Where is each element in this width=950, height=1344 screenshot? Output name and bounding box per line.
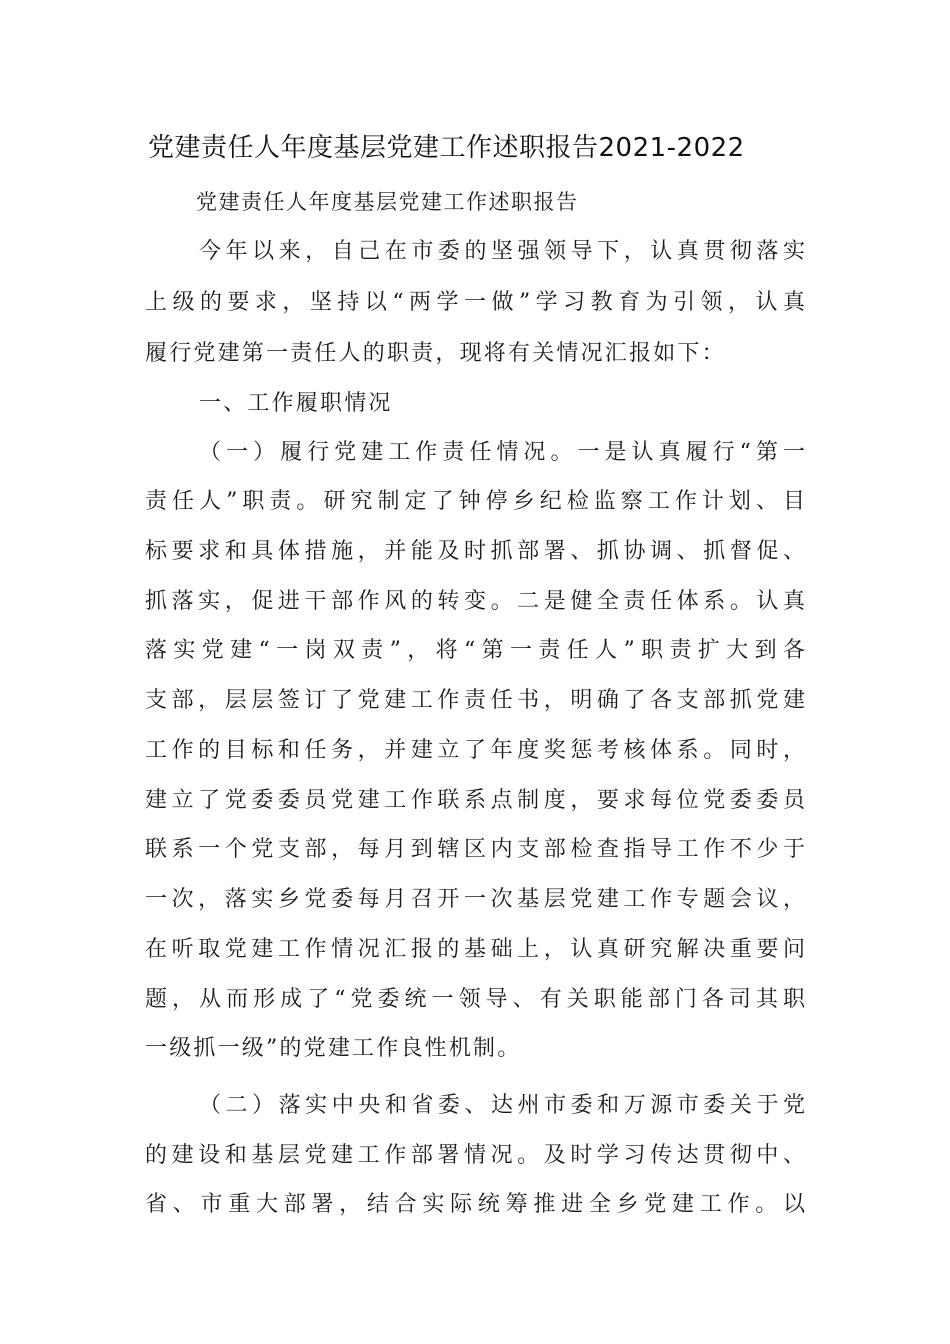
paragraph-line: 责任人”职责。研究制定了钟停乡纪检监察工作计划、目 bbox=[145, 489, 805, 514]
paragraph-line: 标要求和具体措施，并能及时抓部署、抓协调、抓督促、 bbox=[145, 539, 805, 564]
paragraph-line: 支部，层层签订了党建工作责任书，明确了各支部抓党建 bbox=[145, 688, 805, 713]
paragraph-line: 一次，落实乡党委每月召开一次基层党建工作专题会议， bbox=[145, 887, 805, 912]
paragraph-line: 上级的要求，坚持以“两学一做”学习教育为引领，认真 bbox=[145, 290, 805, 315]
paragraph-line: 抓落实，促进干部作风的转变。二是健全责任体系。认真 bbox=[145, 589, 805, 614]
paragraph-line: 在听取党建工作情况汇报的基础上，认真研究解决重要问 bbox=[145, 937, 805, 962]
paragraph-line: 今年以来，自己在市委的坚强领导下，认真贯彻落实 bbox=[199, 239, 805, 264]
paragraph-line: 履行党建第一责任人的职责，现将有关情况汇报如下： bbox=[145, 341, 726, 366]
paragraph-line: 建立了党委委员党建工作联系点制度，要求每位党委委员 bbox=[145, 788, 805, 813]
paragraph-line: 一级抓一级”的党建工作良性机制。 bbox=[145, 1036, 522, 1061]
paragraph-line: 工作的目标和任务，并建立了年度奖惩考核体系。同时， bbox=[145, 738, 805, 763]
paragraph-line: 一、工作履职情况 bbox=[199, 391, 393, 416]
paragraph-line: 落实党建“一岗双责”，将“第一责任人”职责扩大到各 bbox=[145, 638, 805, 663]
paragraph-line: （二）落实中央和省委、达州市委和万源市委关于党 bbox=[199, 1093, 805, 1118]
paragraph-line: 联系一个党支部，每月到辖区内支部检查指导工作不少于 bbox=[145, 837, 805, 862]
paragraph-line: （一）履行党建工作责任情况。一是认真履行“第一 bbox=[199, 440, 805, 465]
paragraph-line: 省、市重大部署，结合实际统筹推进全乡党建工作。以 bbox=[145, 1192, 805, 1217]
paragraph-line: 的建设和基层党建工作部署情况。及时学习传达贯彻中、 bbox=[145, 1143, 805, 1168]
document-title: 党建责任人年度基层党建工作述职报告2021-2022 bbox=[148, 133, 745, 163]
paragraph-line: 题，从而形成了“党委统一领导、有关职能部门各司其职 bbox=[145, 987, 805, 1012]
document-subtitle: 党建责任人年度基层党建工作述职报告 bbox=[196, 190, 579, 214]
